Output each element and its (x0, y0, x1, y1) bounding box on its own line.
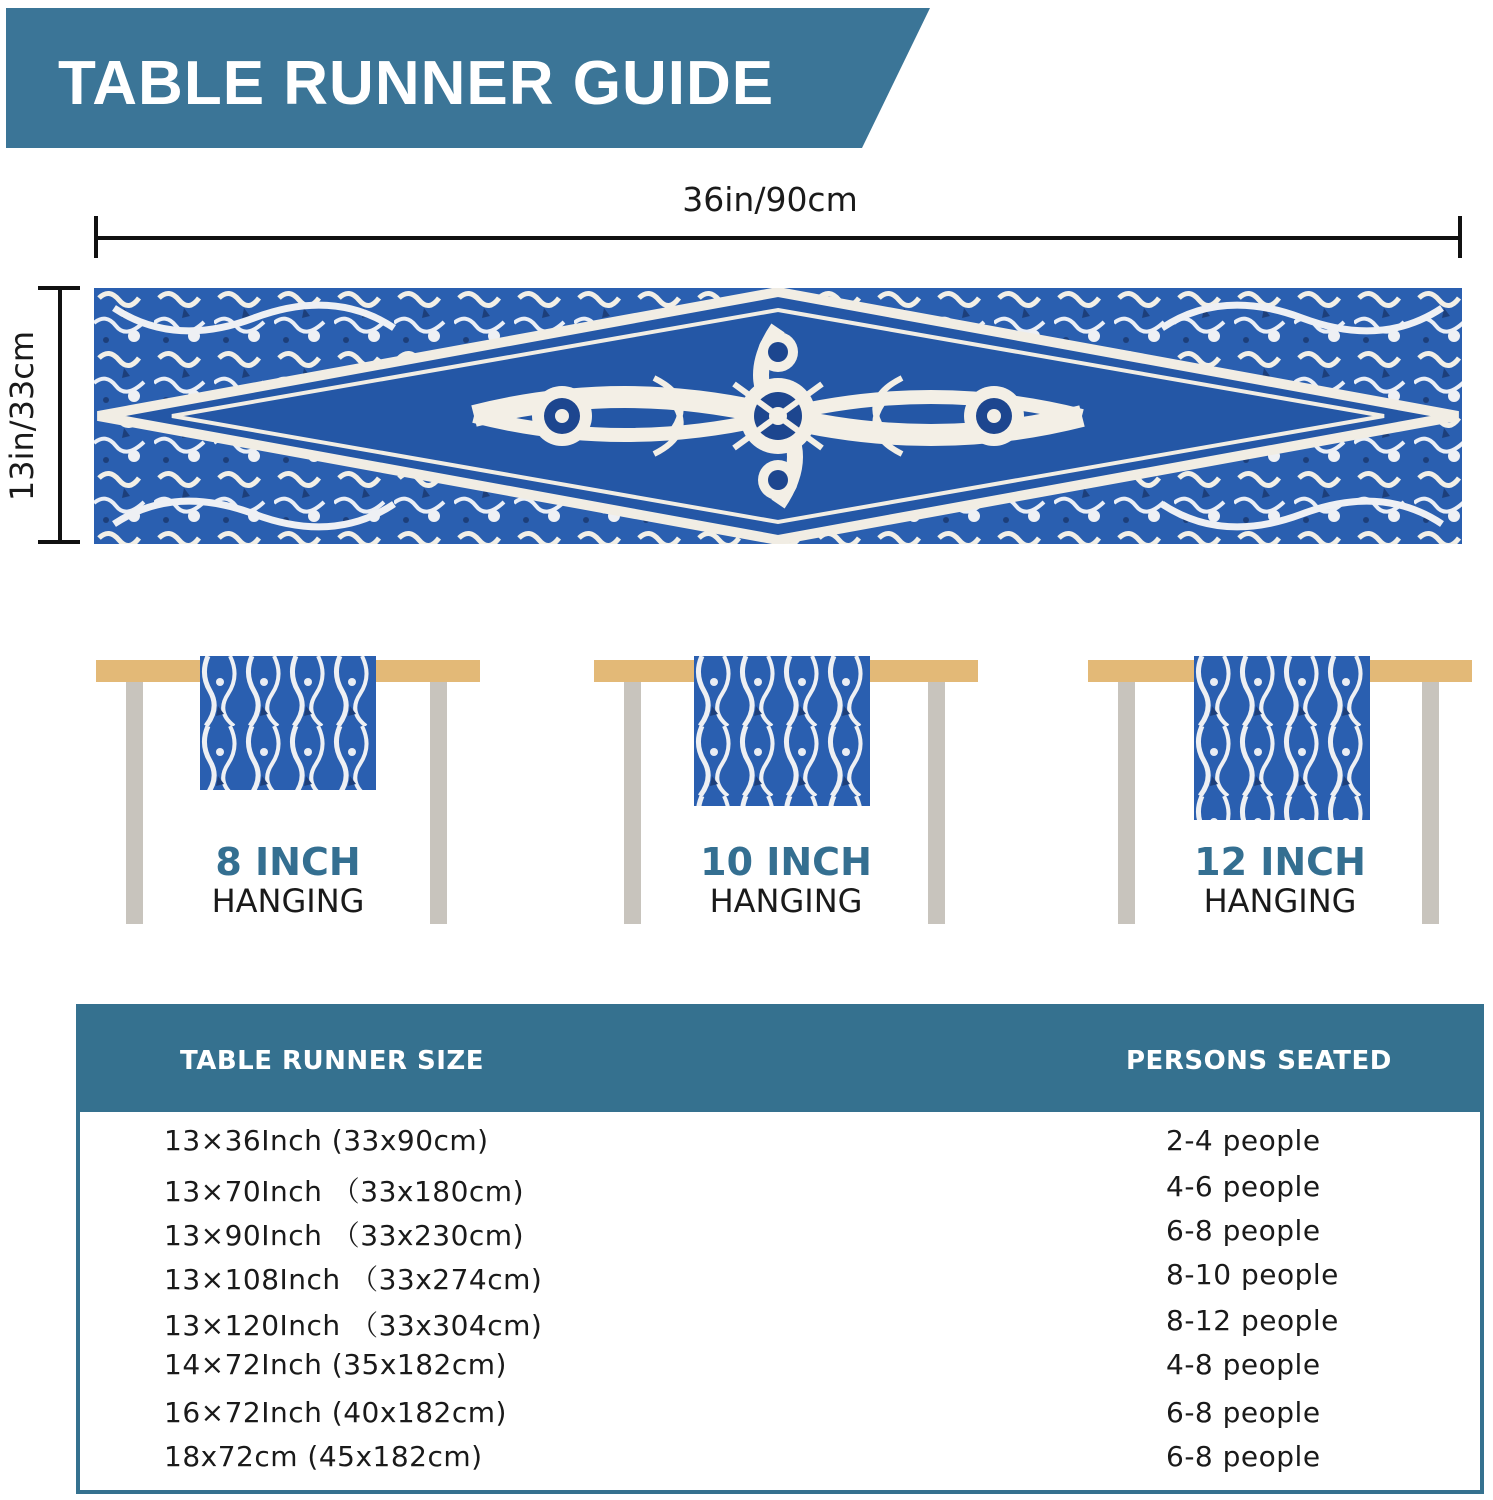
height-dimension-label: 13in/33cm (3, 330, 41, 502)
height-dimension-cap-bottom (38, 540, 80, 544)
row-persons: 4-8 people (1166, 1348, 1321, 1381)
hanging-label (96, 842, 480, 920)
header-persons-seated: PERSONS SEATED (1126, 1046, 1392, 1076)
width-dimension-line (96, 236, 1462, 240)
hanging-runner-swatch (694, 656, 870, 806)
row-persons: 6-8 people (1166, 1396, 1321, 1429)
row-size: 13×70Inch （33x180cm) (164, 1175, 525, 1208)
row-persons: 4-6 people (1166, 1170, 1321, 1203)
hanging-label (1088, 842, 1472, 920)
row-persons: 8-10 people (1166, 1258, 1339, 1291)
row-persons: 2-4 people (1166, 1124, 1321, 1157)
table-row (80, 1440, 1480, 1484)
hanging-8-inch-illustration (96, 656, 480, 926)
table-row (80, 1214, 1480, 1258)
size-table (76, 1004, 1484, 1494)
hanging-size: 12 INCH (1194, 840, 1366, 884)
width-dimension-cap-right (1458, 216, 1462, 258)
hanging-word: HANGING (1203, 882, 1357, 920)
hanging-label (594, 842, 978, 920)
height-dimension-line (58, 288, 62, 544)
size-table-header (80, 1008, 1480, 1112)
hanging-word: HANGING (211, 882, 365, 920)
hanging-size: 8 INCH (215, 840, 361, 884)
row-persons: 8-12 people (1166, 1304, 1339, 1337)
header-table-runner-size: TABLE RUNNER SIZE (180, 1046, 485, 1076)
table-row (80, 1396, 1480, 1440)
row-size: 18x72cm (45x182cm) (164, 1440, 483, 1473)
table-row (80, 1170, 1480, 1214)
row-size: 14×72Inch (35x182cm) (164, 1348, 507, 1381)
hanging-12-inch-illustration (1088, 656, 1472, 926)
hanging-word: HANGING (709, 882, 863, 920)
width-dimension-cap-left (94, 216, 98, 258)
row-size: 13×36Inch (33x90cm) (164, 1124, 489, 1157)
table-row (80, 1348, 1480, 1392)
table-row (80, 1258, 1480, 1302)
hanging-runner-swatch (1194, 656, 1370, 820)
hanging-size: 10 INCH (700, 840, 872, 884)
table-row (80, 1124, 1480, 1168)
row-size: 13×108Inch （33x274cm) (164, 1263, 543, 1296)
table-runner-image (94, 288, 1462, 544)
height-dimension-cap-top (38, 286, 80, 290)
table-row (80, 1304, 1480, 1348)
row-size: 13×120Inch （33x304cm) (164, 1309, 543, 1342)
row-persons: 6-8 people (1166, 1440, 1321, 1473)
hanging-10-inch-illustration (594, 656, 978, 926)
width-dimension-label: 36in/90cm (682, 180, 858, 219)
title-banner (6, 8, 930, 148)
row-size: 16×72Inch (40x182cm) (164, 1396, 507, 1429)
row-persons: 6-8 people (1166, 1214, 1321, 1247)
page-title: TABLE RUNNER GUIDE (58, 49, 775, 118)
hanging-runner-swatch (200, 656, 376, 790)
row-size: 13×90Inch （33x230cm) (164, 1219, 525, 1252)
